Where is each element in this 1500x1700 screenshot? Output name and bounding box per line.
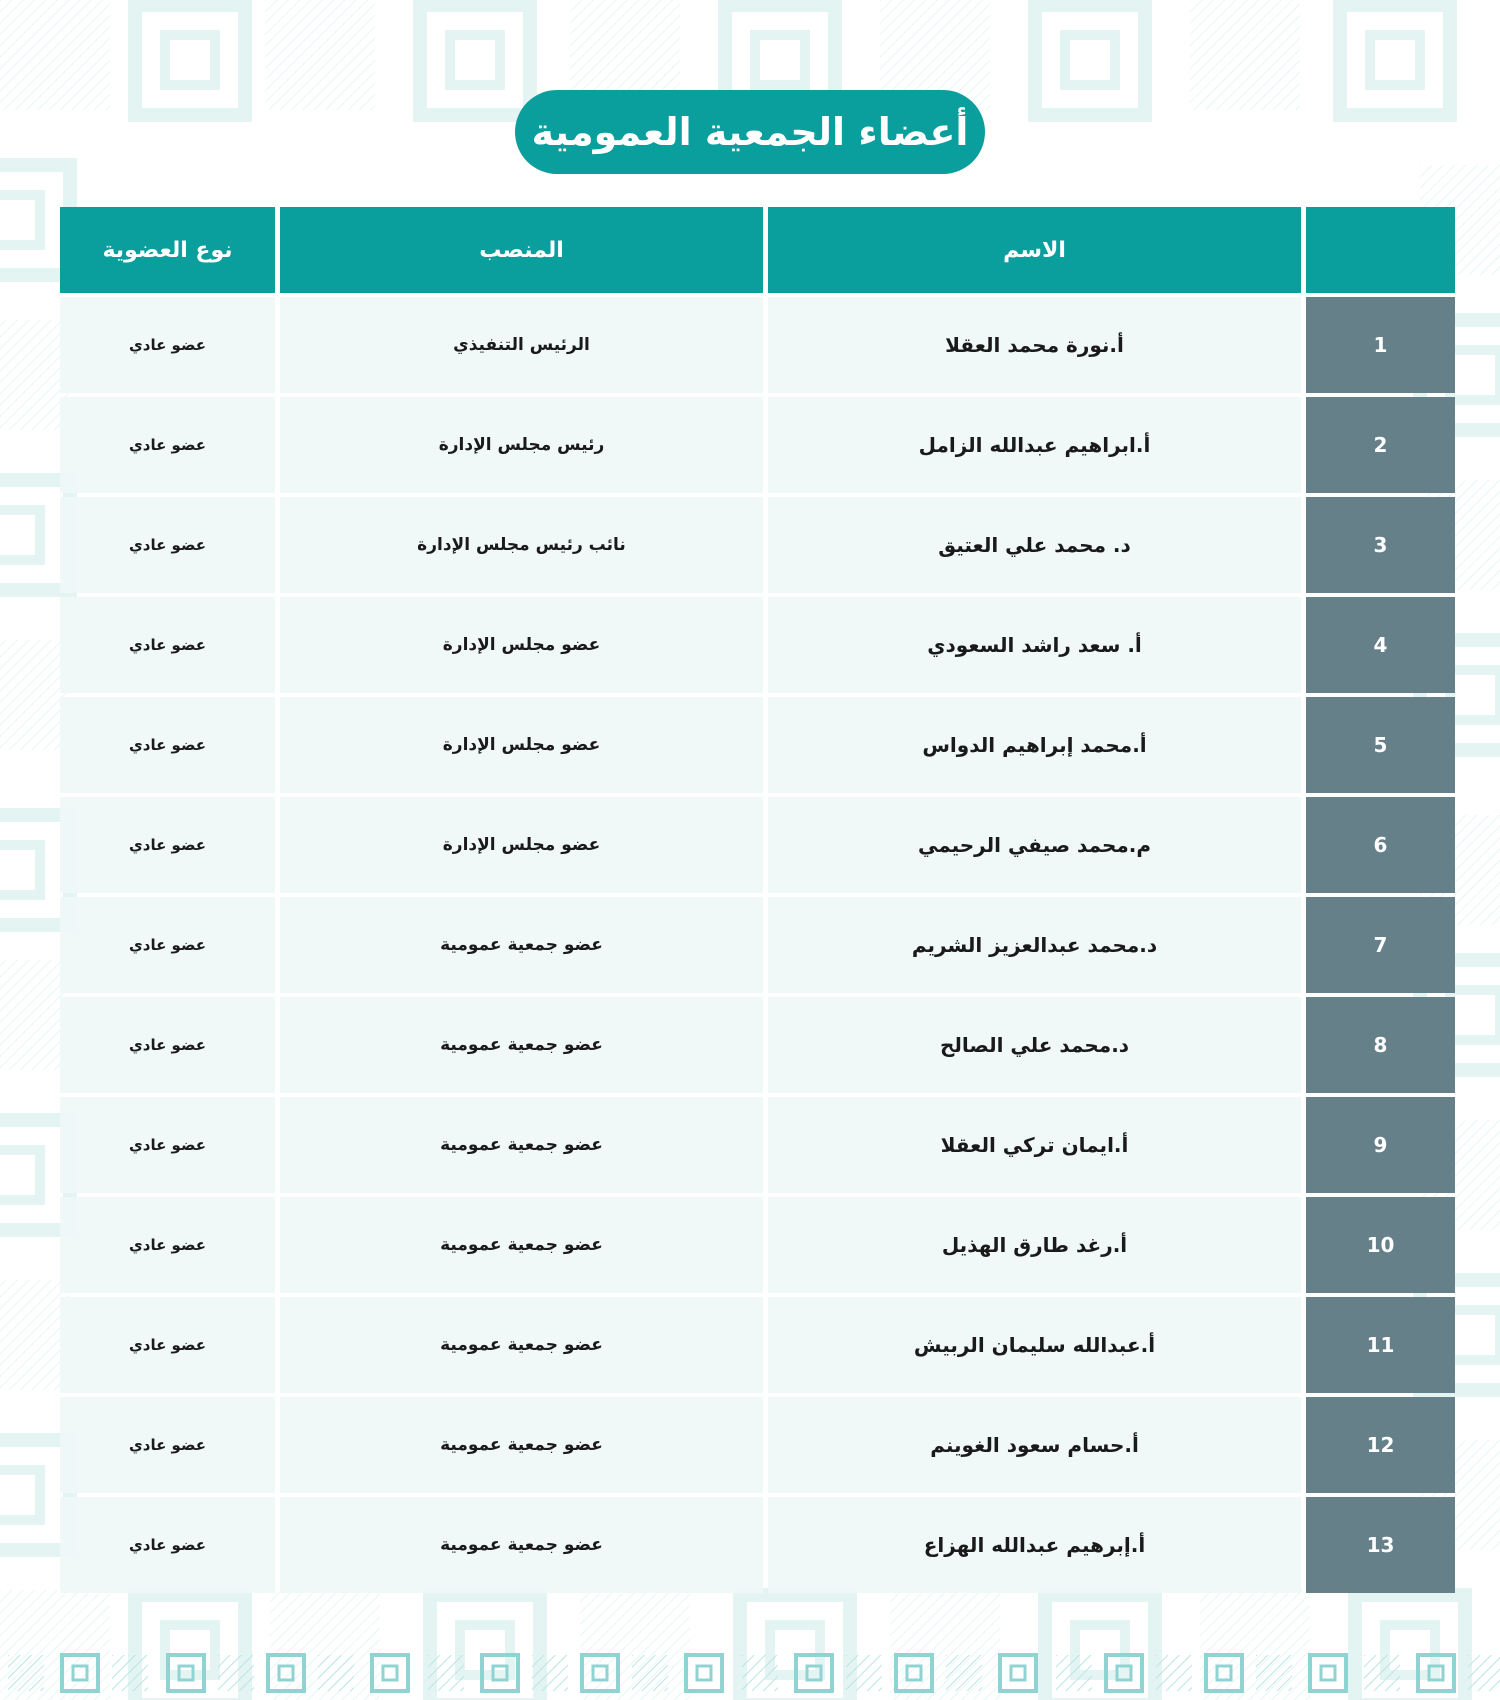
name-cell: أ.نورة محمد العقلا xyxy=(768,297,1301,393)
name-cell: أ. سعد راشد السعودي xyxy=(768,597,1301,693)
table-row xyxy=(60,697,1455,793)
row-number-cell: 5 xyxy=(1306,697,1455,793)
membership-type-cell: عضو عادي xyxy=(60,697,275,793)
position-cell: عضو جمعية عمومية xyxy=(280,1097,763,1193)
row-number-cell: 11 xyxy=(1306,1297,1455,1393)
membership-type-cell: عضو عادي xyxy=(60,997,275,1093)
table-row xyxy=(60,397,1455,493)
name-cell: م.محمد صيفي الرحيمي xyxy=(768,797,1301,893)
name-cell: أ.محمد إبراهيم الدواس xyxy=(768,697,1301,793)
table-row xyxy=(60,1197,1455,1293)
table-row xyxy=(60,1497,1455,1593)
table-row xyxy=(60,897,1455,993)
table-row xyxy=(60,297,1455,393)
position-cell: عضو جمعية عمومية xyxy=(280,1197,763,1293)
position-cell: عضو مجلس الإدارة xyxy=(280,597,763,693)
table-row xyxy=(60,797,1455,893)
name-cell: د. محمد علي العتيق xyxy=(768,497,1301,593)
membership-type-cell: عضو عادي xyxy=(60,1297,275,1393)
row-number-cell: 10 xyxy=(1306,1197,1455,1293)
row-number-cell: 12 xyxy=(1306,1397,1455,1493)
row-number-cell: 9 xyxy=(1306,1097,1455,1193)
row-number-cell: 2 xyxy=(1306,397,1455,493)
row-number-cell: 1 xyxy=(1306,297,1455,393)
position-cell: نائب رئيس مجلس الإدارة xyxy=(280,497,763,593)
membership-type-cell: عضو عادي xyxy=(60,397,275,493)
table-row xyxy=(60,1297,1455,1393)
name-cell: أ.رغد طارق الهذيل xyxy=(768,1197,1301,1293)
membership-type-cell: عضو عادي xyxy=(60,897,275,993)
membership-type-cell: عضو عادي xyxy=(60,597,275,693)
members-table-container xyxy=(60,207,1440,1597)
position-cell: عضو جمعية عمومية xyxy=(280,1397,763,1493)
page-title: أعضاء الجمعية العمومية xyxy=(531,110,969,154)
position-cell: عضو مجلس الإدارة xyxy=(280,797,763,893)
position-cell: عضو جمعية عمومية xyxy=(280,1497,763,1593)
row-number-cell: 13 xyxy=(1306,1497,1455,1593)
membership-type-cell: عضو عادي xyxy=(60,1497,275,1593)
name-cell: أ.ابراهيم عبدالله الزامل xyxy=(768,397,1301,493)
page-title-banner xyxy=(515,90,985,174)
header-membership-type: نوع العضوية xyxy=(60,207,275,293)
table-row xyxy=(60,597,1455,693)
name-cell: أ.عبدالله سليمان الربيش xyxy=(768,1297,1301,1393)
name-cell: أ.ايمان تركي العقلا xyxy=(768,1097,1301,1193)
membership-type-cell: عضو عادي xyxy=(60,297,275,393)
name-cell: أ.إبرهيم عبدالله الهزاع xyxy=(768,1497,1301,1593)
membership-type-cell: عضو عادي xyxy=(60,1397,275,1493)
header-name: الاسم xyxy=(768,207,1301,293)
row-number-cell: 8 xyxy=(1306,997,1455,1093)
position-cell: الرئيس التنفيذي xyxy=(280,297,763,393)
name-cell: أ.حسام سعود الغوينم xyxy=(768,1397,1301,1493)
header-number xyxy=(1306,207,1455,293)
header-position: المنصب xyxy=(280,207,763,293)
table-header-row xyxy=(60,207,1455,293)
position-cell: عضو جمعية عمومية xyxy=(280,1297,763,1393)
position-cell: عضو مجلس الإدارة xyxy=(280,697,763,793)
membership-type-cell: عضو عادي xyxy=(60,497,275,593)
membership-type-cell: عضو عادي xyxy=(60,1097,275,1193)
table-row xyxy=(60,997,1455,1093)
table-row xyxy=(60,497,1455,593)
row-number-cell: 3 xyxy=(1306,497,1455,593)
membership-type-cell: عضو عادي xyxy=(60,797,275,893)
name-cell: د.محمد علي الصالح xyxy=(768,997,1301,1093)
row-number-cell: 7 xyxy=(1306,897,1455,993)
table-row xyxy=(60,1397,1455,1493)
position-cell: عضو جمعية عمومية xyxy=(280,997,763,1093)
row-number-cell: 6 xyxy=(1306,797,1455,893)
row-number-cell: 4 xyxy=(1306,597,1455,693)
position-cell: عضو جمعية عمومية xyxy=(280,897,763,993)
position-cell: رئيس مجلس الإدارة xyxy=(280,397,763,493)
members-table xyxy=(55,203,1460,1597)
table-row xyxy=(60,1097,1455,1193)
name-cell: د.محمد عبدالعزيز الشريم xyxy=(768,897,1301,993)
membership-type-cell: عضو عادي xyxy=(60,1197,275,1293)
